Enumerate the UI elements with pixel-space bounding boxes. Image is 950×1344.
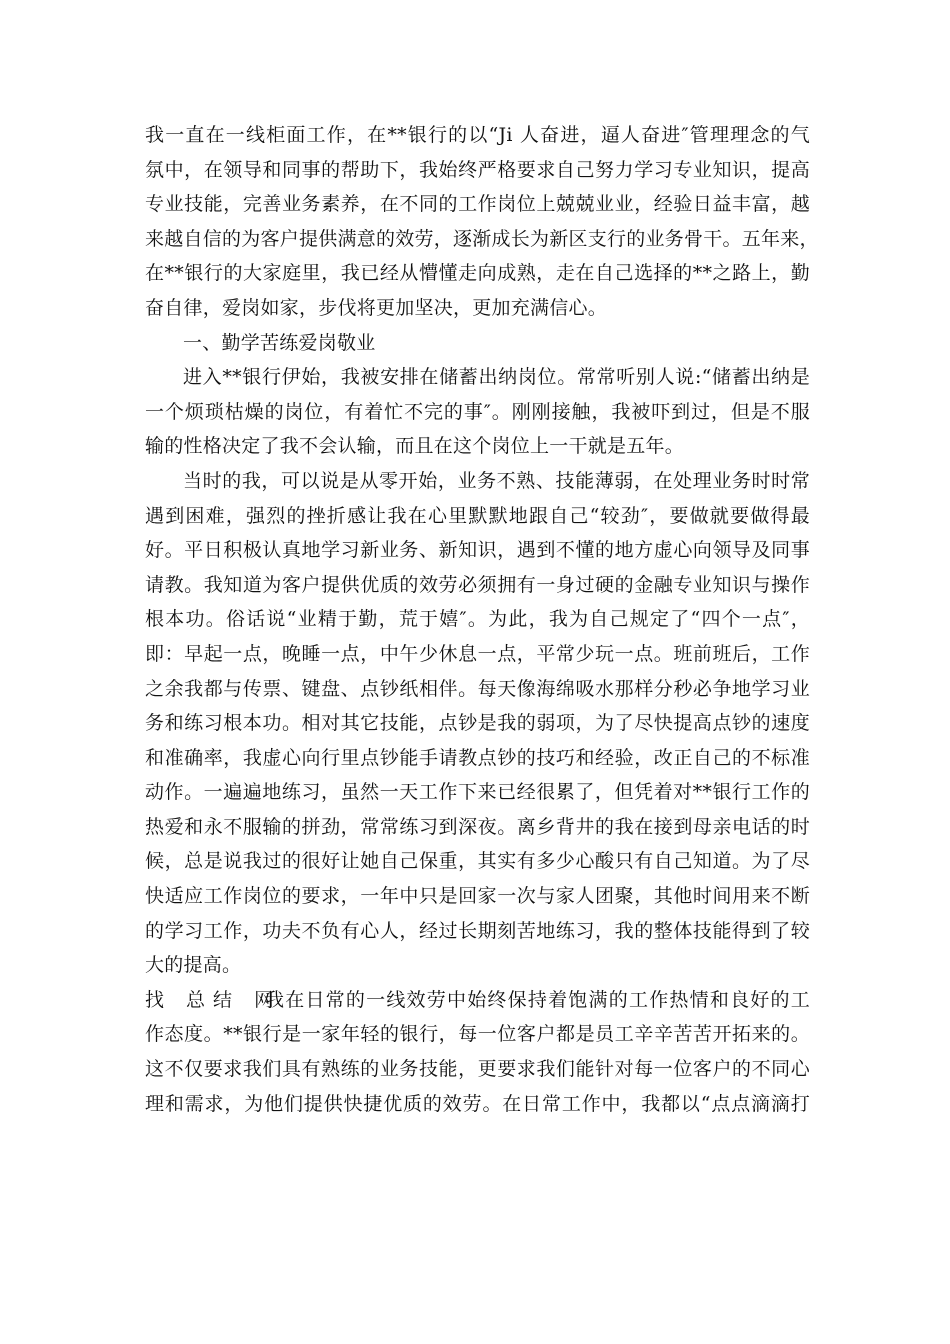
text-line: 之余我都与传票、键盘、点钞纸相伴。每天像海绵吸水那样分秒必争地学习业: [145, 677, 810, 700]
text-line: 候，总是说我过的很好让她自己保重，其实有多少心酸只有自己知道。为了尽: [145, 850, 810, 873]
text-line: 热爱和永不服输的拼劲，常常练习到深夜。离乡背井的我在接到母亲电话的时: [145, 815, 810, 838]
text-line: 务和练习根本功。相对其它技能，点钞是我的弱项，为了尽快提高点钞的速度: [145, 712, 810, 735]
text-line: 这不仅要求我们具有熟练的业务技能，更要求我们能针对每一位客户的不同心: [145, 1058, 810, 1081]
text-line: 快适应工作岗位的要求，一年中只是回家一次与家人团聚，其他时间用来不断: [145, 885, 810, 908]
text-line: 和准确率，我虚心向行里点钞能手请教点钞的技巧和经验，改正自己的不标准: [145, 746, 810, 769]
text-line: 根本功。俗话说“业精于勤，荒于嬉″。为此，我为自己规定了“四个一点″，: [145, 608, 810, 631]
text-line: 在**银行的大家庭里，我已经从懵懂走向成熟，走在自己选择的**之路上，勤: [145, 262, 810, 285]
text-line: 的学习工作，功夫不负有心人，经过长期刻苦地练习，我的整体技能得到了较: [145, 919, 810, 942]
text-line: 好。平日积极认真地学习新业务、新知识，遇到不懂的地方虚心向领导及同事: [145, 539, 810, 562]
text-segment: 我在日常的一线效劳中始终保持着饱满的工作热情和良好的工: [265, 988, 810, 1011]
text-line: 我一直在一线柜面工作，在**银行的以“Ji 人奋进，逼人奋进″管理理念的气: [145, 124, 810, 146]
text-line: 动作。一遍遍地练习，虽然一天工作下来已经很累了，但凭着对**银行工作的: [145, 781, 810, 804]
paragraph-intro: [145, 118, 819, 326]
text-line: 遇到困难，强烈的挫折感让我在心里默默地跟自己“较劲″，要做就要做得最: [145, 504, 810, 527]
text-line: 进入**银行伊始，我被安排在储蓄出纳岗位。常常听别人说:“储蓄出纳是: [183, 366, 810, 389]
site-watermark: 找 总结 网: [145, 988, 282, 1011]
text-line: 奋自律，爱岗如家，步伐将更加坚决，更加充满信心。: [145, 296, 608, 319]
text-line: 作态度。**银行是一家年轻的银行，每一位客户都是员工辛辛苦苦开拓来的。: [145, 1023, 810, 1046]
paragraph-start: [145, 360, 810, 464]
document-page: [145, 118, 819, 1121]
text-line-with-watermark: [145, 983, 810, 1018]
text-line: 理和需求，为他们提供快捷优质的效劳。在日常工作中，我都以“点点滴滴打: [145, 1092, 810, 1115]
text-line: 氛中，在领导和同事的帮助下，我始终严格要求自己努力学习专业知识，提高: [145, 158, 810, 181]
paragraph-practice: [145, 464, 810, 983]
text-line: 当时的我，可以说是从零开始，业务不熟、技能薄弱，在处理业务时时常: [183, 469, 810, 492]
text-line: 一个烦琐枯燥的岗位，有着忙不完的事″。刚刚接触，我被吓到过，但是不服: [145, 400, 810, 423]
text-line: 即：早起一点，晚睡一点，中午少休息一点，平常少玩一点。班前班后，工作: [145, 642, 810, 665]
paragraph-service: [145, 983, 810, 1121]
text-line: 专业技能，完善业务素养，在不同的工作岗位上兢兢业业，经验日益丰富，越: [145, 193, 810, 216]
text-line: 大的提高。: [145, 954, 242, 977]
text-line: 请教。我知道为客户提供优质的效劳必须拥有一身过硬的金融专业知识与操作: [145, 573, 810, 596]
text-line: 输的性格决定了我不会认输，而且在这个岗位上一干就是五年。: [145, 435, 685, 458]
text-line: 来越自信的为客户提供满意的效劳，逐渐成长为新区支行的业务骨干。五年来，: [145, 227, 819, 250]
section-heading: 一、勤学苦练爱岗敬业: [183, 331, 376, 354]
